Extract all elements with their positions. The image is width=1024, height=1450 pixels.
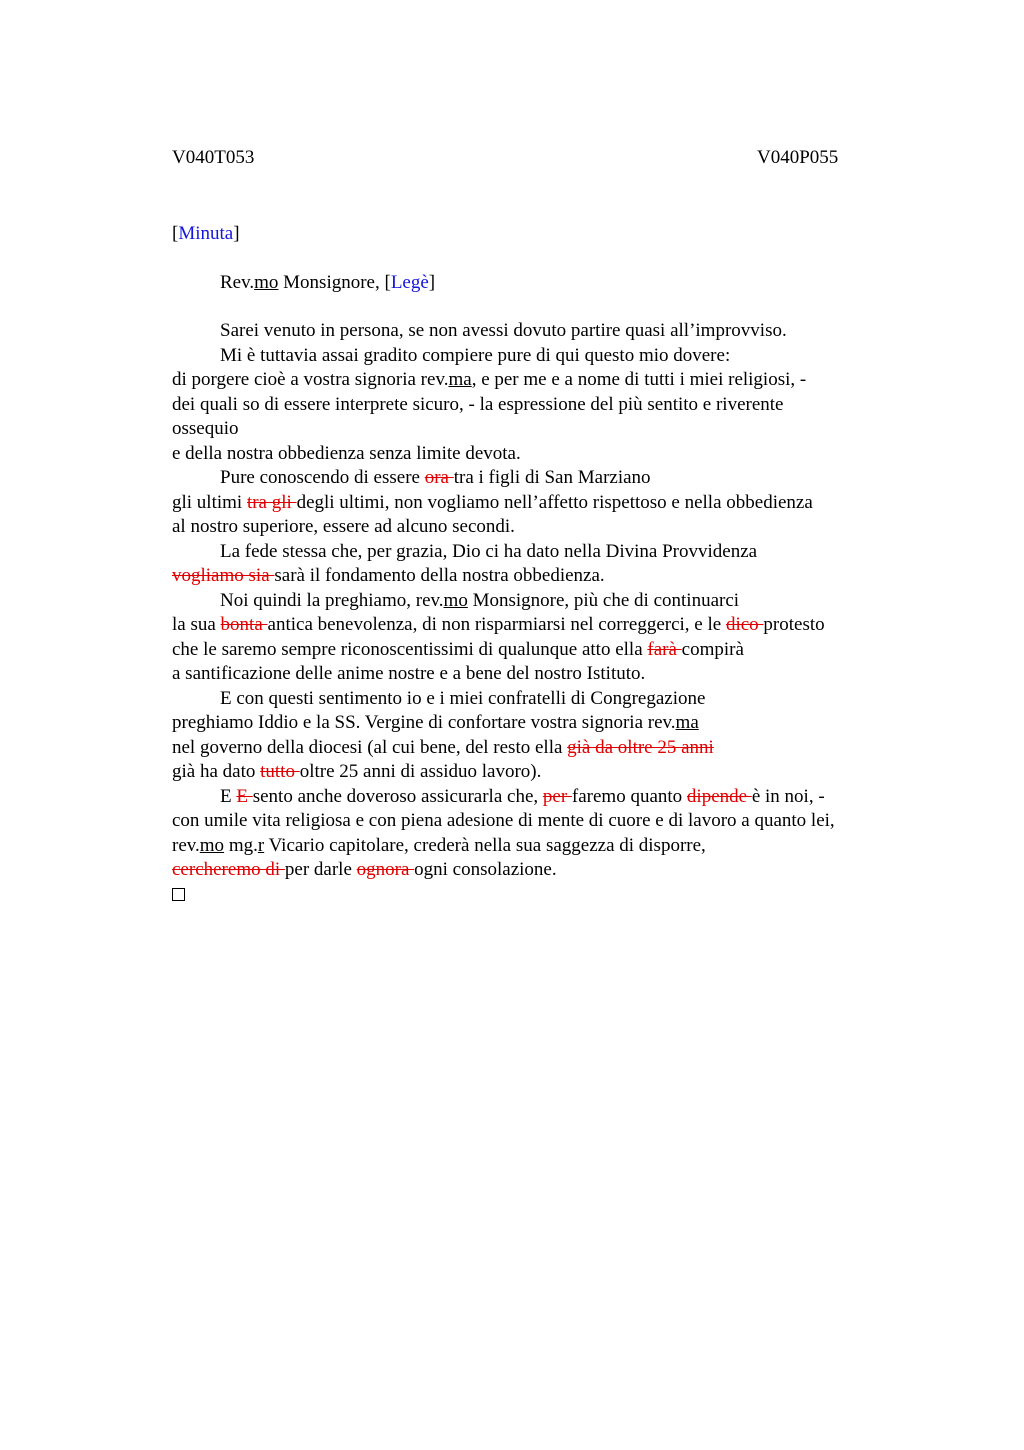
- deleted-text: per: [542, 785, 572, 807]
- text-line: [172, 491, 912, 516]
- deleted-text: dico: [725, 614, 764, 635]
- deleted-text: vogliamo sia: [172, 565, 275, 586]
- document-code-left: V040T053: [172, 147, 255, 168]
- text-segment: gli ultimi: [172, 491, 247, 513]
- bracket-close: ]: [428, 272, 436, 293]
- salutation-abbrev: mo: [254, 272, 279, 293]
- text-segment: Vicario capitolare, crederà nella sua saggezza di disporre,: [264, 834, 706, 856]
- text-line: [172, 319, 912, 344]
- text-line: [172, 711, 912, 736]
- text-segment: la sua: [172, 614, 221, 635]
- text-segment: di porgere cioè a vostra signoria rev.: [172, 369, 449, 390]
- text-line: [172, 760, 912, 785]
- text-segment: per darle: [284, 859, 357, 880]
- text-segment: E: [220, 785, 237, 807]
- text-line: [172, 393, 912, 418]
- text-line: [172, 809, 912, 834]
- text-segment: a santificazione delle anime nostre e a bene del nostro Istituto.: [172, 663, 646, 684]
- deleted-text: tutto: [260, 761, 300, 782]
- end-of-document-box-icon: [172, 888, 185, 901]
- text-line: [172, 540, 912, 565]
- end-marker-line: [172, 883, 912, 909]
- deleted-text: bonta: [220, 614, 268, 635]
- deleted-text: cercheremo di: [172, 859, 285, 880]
- text-line: [172, 736, 912, 761]
- deleted-text: farà: [647, 638, 682, 660]
- deleted-text: tra gli: [246, 491, 297, 513]
- salutation-recipient: Legè: [390, 272, 429, 293]
- draft-label-text: Minuta: [178, 223, 234, 244]
- text-segment: Pure conoscendo di essere: [220, 467, 425, 488]
- salutation-title: Monsignore, [: [278, 272, 391, 293]
- draft-label: [172, 222, 912, 246]
- salutation: [172, 271, 912, 295]
- text-segment: sarà il fondamento della nostra obbedienza.: [274, 565, 605, 586]
- text-line: [172, 687, 912, 712]
- text-segment: Monsignore, più che di continuarci: [467, 589, 740, 611]
- deleted-text: ognora: [356, 859, 415, 880]
- text-segment: Sarei venuto in persona, se non avessi dovuto partire quasi all’improvviso.: [220, 320, 787, 341]
- text-line: [172, 638, 912, 663]
- text-line: [172, 858, 912, 883]
- deleted-text: già da oltre 25 anni: [567, 736, 714, 758]
- text-segment: ossequio: [172, 418, 239, 439]
- text-line: [172, 662, 912, 687]
- text-segment: tra i figli di San Marziano: [453, 467, 651, 488]
- text-segment: La fede stessa che, per grazia, Dio ci ha dato nella Divina Provvidenza: [220, 540, 758, 562]
- text-line: [172, 344, 912, 369]
- text-line: [172, 466, 912, 491]
- text-segment: al nostro superiore, essere ad alcuno secondi.: [172, 516, 515, 537]
- text-segment: , e per me e a nome di tutti i miei religiosi, -: [471, 369, 807, 390]
- text-line: [172, 515, 912, 540]
- text-line: [172, 589, 912, 614]
- text-segment: ogni consolazione.: [414, 859, 557, 880]
- text-segment: e della nostra obbedienza senza limite devota.: [172, 442, 521, 464]
- abbrev-underlined: mo: [199, 834, 225, 856]
- document-page: [172, 146, 912, 908]
- text-segment: Mi è tuttavia assai gradito compiere pure di qui questo mio dovere:: [220, 344, 731, 366]
- deleted-text: E: [236, 785, 253, 807]
- text-segment: nel governo della diocesi (al cui bene, del resto ella: [172, 736, 568, 758]
- deleted-text: ora: [424, 467, 454, 488]
- text-line: [172, 564, 912, 589]
- salutation-rev: Rev.: [220, 272, 255, 293]
- bracket-open: [: [172, 223, 179, 244]
- text-segment: rev.: [172, 834, 200, 856]
- letter-body: [172, 319, 912, 908]
- abbrev-underlined: ma: [675, 712, 699, 733]
- text-segment: E con questi sentimento io e i miei confratelli di Congregazione: [220, 687, 706, 709]
- text-line: [172, 834, 912, 859]
- text-line: [172, 785, 912, 810]
- text-segment: con umile vita religiosa e con piena adesione di mente di cuore e di lavoro a quanto lei,: [172, 810, 835, 831]
- abbrev-underlined: r: [257, 834, 265, 856]
- text-segment: protesto: [763, 614, 825, 635]
- text-segment: faremo quanto: [571, 785, 687, 807]
- abbrev-underlined: ma: [448, 369, 472, 390]
- text-segment: che le saremo sempre riconoscentissimi di qualunque atto ella: [172, 638, 648, 660]
- abbrev-underlined: mo: [443, 589, 468, 611]
- text-segment: compirà: [681, 638, 744, 660]
- text-line: [172, 442, 912, 467]
- document-header: [172, 146, 912, 170]
- text-segment: antica benevolenza, di non risparmiarsi nel correggerci, e le: [267, 614, 726, 635]
- text-line: [172, 417, 912, 442]
- text-line: [172, 613, 912, 638]
- text-segment: già ha dato: [172, 761, 261, 782]
- text-segment: Noi quindi la preghiamo, rev.: [220, 589, 444, 611]
- text-segment: sento anche doveroso assicurarla che,: [252, 785, 543, 807]
- text-segment: oltre 25 anni di assiduo lavoro).: [299, 761, 542, 782]
- document-code-right: V040P055: [757, 147, 839, 168]
- bracket-close: ]: [233, 223, 240, 244]
- text-segment: degli ultimi, non vogliamo nell’affetto rispettoso e nella obbedienza: [296, 491, 813, 513]
- text-segment: preghiamo Iddio e la SS. Vergine di confortare vostra signoria rev.: [172, 712, 676, 733]
- text-segment: mg.: [224, 834, 258, 856]
- text-segment: è in noi, -: [751, 785, 825, 807]
- text-segment: dei quali so di essere interprete sicuro, - la espressione del più sentito e riverente: [172, 393, 784, 415]
- deleted-text: dipende: [686, 785, 752, 807]
- text-line: [172, 368, 912, 393]
